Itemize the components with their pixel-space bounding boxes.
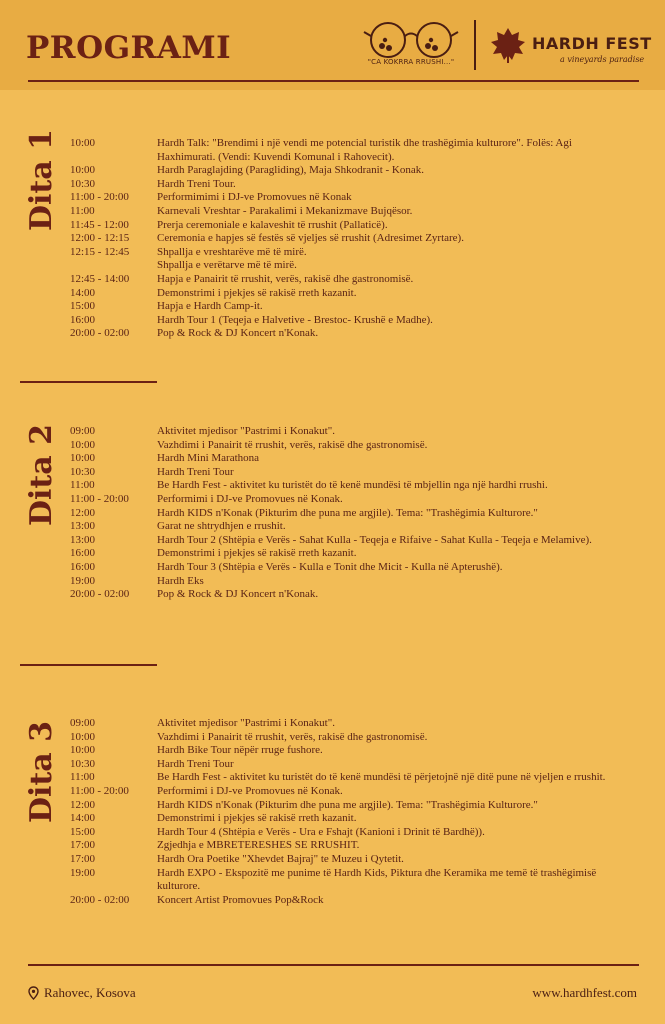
event-description: Ceremonia e hapjes së festës së vjeljes së rrushit (Adresimet Zyrtare). xyxy=(157,232,464,245)
day-label: Dita 1 xyxy=(24,128,59,232)
event-time: 11:00 xyxy=(70,479,95,492)
event-time: 11:00 xyxy=(70,204,95,217)
event-time: 10:00 xyxy=(70,164,96,177)
event-row xyxy=(0,137,665,164)
event-row xyxy=(0,479,665,493)
event-row xyxy=(0,839,665,853)
event-description: Hardh Mini Marathona xyxy=(157,452,260,465)
event-time: 13:00 xyxy=(70,533,96,546)
event-time: 16:00 xyxy=(70,313,96,326)
event-description: Koncert Artist Promovues Pop&Rock xyxy=(157,893,324,906)
event-time: 10:30 xyxy=(70,465,96,478)
event-row xyxy=(0,439,665,453)
event-row xyxy=(0,812,665,826)
event-time: 13:00 xyxy=(70,520,96,533)
event-description: Demonstrimi i pjekjes së rakisë rreth kazanit. xyxy=(157,286,357,299)
event-time: 14:00 xyxy=(70,286,96,299)
event-description: Aktivitet mjedisor "Pastrimi i Konakut". xyxy=(157,425,335,437)
event-row xyxy=(0,731,665,745)
event-description: Demonstrimi i pjekjes së rakisë rreth kazanit. xyxy=(157,812,357,825)
event-time: 10:00 xyxy=(70,744,96,757)
event-description: Vazhdimi i Panairit të rrushit, verës, rakisë dhe gastronomisë. xyxy=(157,438,428,451)
event-description: Hardh KIDS n'Konak (Pikturim dhe puna me argjile). Tema: "Trashëgimia Kulturore." xyxy=(157,798,538,811)
event-row xyxy=(0,717,665,731)
footer-divider-line xyxy=(28,964,639,966)
event-description: Be Hardh Fest - aktivitet ku turistët do të kenë mundësi të mbjellin nga një hardhi rrushi. xyxy=(157,479,548,492)
event-row xyxy=(0,164,665,178)
footer-location xyxy=(28,985,136,1001)
event-row xyxy=(0,785,665,799)
event-row xyxy=(0,853,665,867)
event-description: Hardh Treni Tour xyxy=(157,465,234,478)
page-title: PROGRAMI xyxy=(26,30,232,66)
event-row xyxy=(0,466,665,480)
event-row xyxy=(0,452,665,466)
event-description: Performimi i DJ-ve Promovues në Konak. xyxy=(157,784,343,797)
event-description: Vazhdimi i Panairit të rrushit, verës, rakisë dhe gastronomisë. xyxy=(157,730,428,743)
event-description: Karnevali Vreshtar - Parakalimi i Mekanizmave Bujqësor. xyxy=(157,204,413,217)
event-time: 11:00 - 20:00 xyxy=(70,492,129,505)
event-time: 10:00 xyxy=(70,452,96,465)
day-label: Dita 3 xyxy=(24,720,59,824)
event-time: 12:45 - 14:00 xyxy=(70,272,130,285)
brand-subtitle: a vineyards paradise xyxy=(560,55,645,64)
event-time: 10:30 xyxy=(70,757,96,770)
event-description: Hardh Paraglajding (Paragliding), Maja Shkodranit - Konak. xyxy=(157,164,424,177)
location-text: Rahovec, Kosova xyxy=(44,985,136,1000)
event-row xyxy=(0,273,665,287)
event-row xyxy=(0,287,665,301)
event-time: 10:00 xyxy=(70,438,96,451)
event-row xyxy=(0,178,665,192)
event-description: Aktivitet mjedisor "Pastrimi i Konakut". xyxy=(157,717,335,729)
day-3-events xyxy=(0,717,665,907)
event-time: 09:00 xyxy=(70,425,96,437)
event-time: 12:00 xyxy=(70,798,96,811)
event-row xyxy=(0,507,665,521)
event-row xyxy=(0,575,665,589)
event-time: 09:00 xyxy=(70,717,96,729)
event-description: Hardh KIDS n'Konak (Pikturim dhe puna me argjile). Tema: "Trashëgimia Kulturore." xyxy=(157,506,538,519)
event-description: Pop & Rock & DJ Koncert n'Konak. xyxy=(157,588,319,601)
event-row xyxy=(0,232,665,246)
event-description: Hardh Treni Tour. xyxy=(157,177,236,190)
event-time: 15:00 xyxy=(70,300,96,313)
event-row xyxy=(0,191,665,205)
header-divider-line xyxy=(28,80,639,82)
event-description: Shpallja e vreshtarëve më të mirë. xyxy=(157,245,307,258)
event-row xyxy=(0,547,665,561)
event-row xyxy=(0,894,665,908)
brand-name: HARDH FEST xyxy=(532,34,652,53)
event-time: 11:00 - 20:00 xyxy=(70,784,129,797)
grape-glasses-icon xyxy=(362,18,460,62)
event-row xyxy=(0,327,665,341)
event-description: Performimimi i DJ-ve Promovues në Konak xyxy=(157,191,352,204)
event-description: Hardh Talk: "Brendimi i një vendi me potencial turistik dhe trashëgimia kulturore". Folës: Agi Haxhimurati. (Vendi: Kuvendi Komunal i Rahovecit). xyxy=(157,137,572,163)
event-time: 20:00 - 02:00 xyxy=(70,893,130,906)
event-row xyxy=(0,561,665,575)
event-row xyxy=(0,744,665,758)
event-description: Zgjedhja e MBRETERESHES SE RRUSHIT. xyxy=(157,839,360,852)
day-2-events xyxy=(0,425,665,602)
event-row xyxy=(0,588,665,602)
event-time: 10:00 xyxy=(70,730,96,743)
event-time: 16:00 xyxy=(70,560,96,573)
event-row xyxy=(0,758,665,772)
event-description: Hardh Ora Poetike "Xhevdet Bajraj" te Muzeu i Qytetit. xyxy=(157,852,404,865)
event-time: 12:00 xyxy=(70,506,96,519)
event-time: 14:00 xyxy=(70,812,96,825)
grape-leaf-icon xyxy=(490,26,526,64)
event-row xyxy=(0,799,665,813)
event-description: Prerja ceremoniale e kalaveshit të rrushit (Pallaticë). xyxy=(157,218,388,231)
event-description: Hardh Tour 3 (Shtëpia e Verës - Kulla e Tonit dhe Micit - Kulla në Apterushë). xyxy=(157,560,503,573)
event-row xyxy=(0,771,665,785)
event-description: Demonstrimi i pjekjes së rakisë rreth kazanit. xyxy=(157,547,357,560)
event-description: Shpallja e verëtarve më të mirë. xyxy=(157,259,297,272)
event-time: 11:00 - 20:00 xyxy=(70,191,129,204)
event-description: Hardh Bike Tour nëpër rruge fushore. xyxy=(157,744,323,757)
event-row xyxy=(0,493,665,507)
event-description: Hardh Tour 2 (Shtëpia e Verës - Sahat Kulla - Teqeja e Rifaive - Sahat Kulla - Teqeja e Melamive). xyxy=(157,533,592,546)
event-time: 20:00 - 02:00 xyxy=(70,327,130,340)
event-time: 19:00 xyxy=(70,574,96,587)
event-row xyxy=(0,520,665,534)
day-divider xyxy=(20,664,157,666)
event-description: Hardh Tour 4 (Shtëpia e Verës - Ura e Fshajt (Kanioni i Drinit të Bardhë)). xyxy=(157,825,485,838)
event-description: Hardh EXPO - Ekspozitë me punime të Hardh Kids, Piktura dhe Keramika me temë të trashëgimisë kulturore. xyxy=(157,866,597,893)
event-time: 19:00 xyxy=(70,866,96,879)
event-time: 17:00 xyxy=(70,852,96,865)
header-band xyxy=(0,0,665,90)
event-description: Hardh Eks xyxy=(157,574,204,587)
event-description: Hardh Treni Tour xyxy=(157,757,234,770)
event-row xyxy=(0,259,665,273)
event-description: Hapja e Hardh Camp-it. xyxy=(157,300,263,313)
event-time: 16:00 xyxy=(70,547,96,560)
day-1-events xyxy=(0,137,665,341)
tagline: "CA KOKRRA RRUSHI..." xyxy=(367,58,455,66)
event-row xyxy=(0,300,665,314)
event-time: 15:00 xyxy=(70,825,96,838)
event-time: 10:30 xyxy=(70,177,96,190)
event-description: Hapja e Panairit të rrushit, verës, rakisë dhe gastronomisë. xyxy=(157,272,414,285)
event-row xyxy=(0,867,665,894)
event-description: Garat ne shtrydhjen e rrushit. xyxy=(157,520,286,533)
event-description: Performimi i DJ-ve Promovues në Konak. xyxy=(157,492,343,505)
event-time: 11:00 xyxy=(70,771,95,784)
event-time: 20:00 - 02:00 xyxy=(70,588,130,601)
event-time: 12:15 - 12:45 xyxy=(70,245,130,258)
event-row xyxy=(0,219,665,233)
event-row xyxy=(0,205,665,219)
event-row xyxy=(0,314,665,328)
event-row xyxy=(0,425,665,439)
event-row xyxy=(0,246,665,260)
event-description: Pop & Rock & DJ Koncert n'Konak. xyxy=(157,327,319,340)
event-time: 17:00 xyxy=(70,839,96,852)
website-link[interactable]: www.hardhfest.com xyxy=(532,985,637,1000)
map-pin-icon xyxy=(28,986,39,1000)
event-row xyxy=(0,534,665,548)
event-time: 10:00 xyxy=(70,137,96,149)
event-row xyxy=(0,826,665,840)
day-divider xyxy=(20,381,157,383)
event-description: Be Hardh Fest - aktivitet ku turistët do të kenë mundësi të përjetojnë një ditë pune në vjeljen e rrushit. xyxy=(157,771,606,784)
event-description: Hardh Tour 1 (Teqeja e Halvetive - Brestoc- Krushë e Madhe). xyxy=(157,313,433,326)
event-time: 12:00 - 12:15 xyxy=(70,232,130,245)
event-time: 11:45 - 12:00 xyxy=(70,218,129,231)
day-label: Dita 2 xyxy=(24,423,59,527)
header-divider xyxy=(474,20,476,70)
